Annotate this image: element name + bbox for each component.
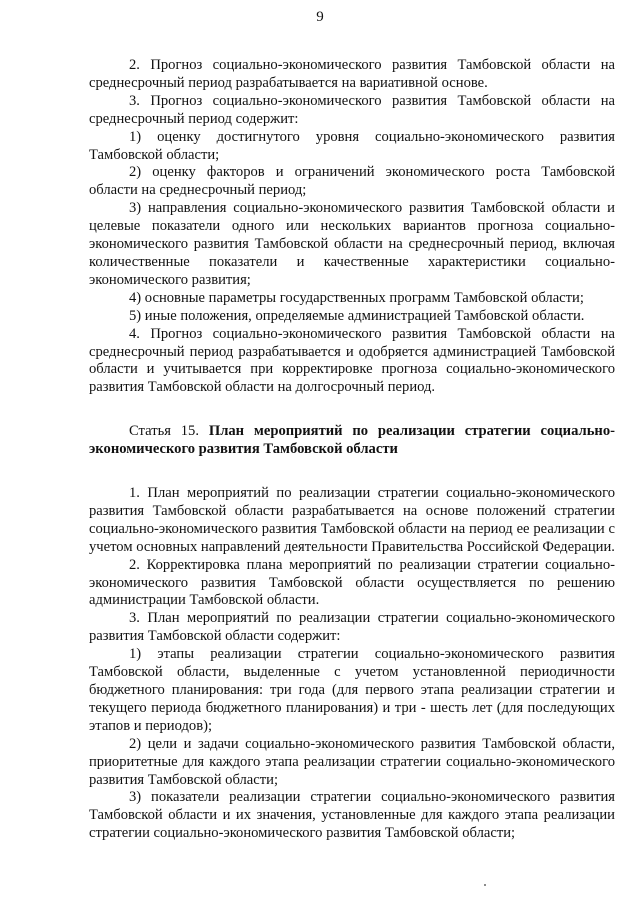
list-item: 3) показатели реализации стратегии социально-экономического развития Тамбовской области и их значения, установленные для каждого этапа реализации стратегии социально-экономического развития Тамбовской области;	[89, 789, 615, 842]
paragraph: 1. План мероприятий по реализации стратегии социально-экономического развития Тамбовской области разрабатывается на основе положений стратегии социально-экономического развития Тамбовской области на период ее реализации с учетом основных направлений деятельности Правительства Российской Федерации.	[89, 485, 615, 555]
paragraph: 4. Прогноз социально-экономического развития Тамбовской области на среднесрочный период разрабатывается и одобряется администрацией Тамбовской области и учитывается при корректировке прогноза социально-экономического развития Тамбовской области на долгосрочный период.	[89, 325, 615, 396]
article-number: Статья 15.	[129, 423, 200, 440]
list-item: 1) этапы реализации стратегии социально-экономического развития Тамбовской области, выделенные с учетом установленной периодичности бюджетного планирования: три года (для первого этапа реализации стратегии и текущего периода бюджетного планирования) и три - шесть лет (для последующих этапов и периодов);	[89, 646, 615, 734]
list-item: 3) направления социально-экономического развития Тамбовской области и целевые показатели одного или нескольких вариантов прогноза социально-экономического развития Тамбовской области на среднесрочный период, включая количественные показатели и качественные характеристики социально-экономического развития;	[89, 200, 615, 288]
paragraph: 2. Корректировка плана мероприятий по реализации стратегии социально-экономического развития Тамбовской области осуществляется по решению администрации Тамбовской области.	[89, 556, 615, 609]
list-item: 2) цели и задачи социально-экономического развития Тамбовской области, приоритетные для каждого этапа реализации стратегии социально-экономического развития Тамбовской области;	[89, 735, 615, 788]
scan-dot	[484, 884, 486, 886]
paragraph: 3. Прогноз социально-экономического развития Тамбовской области на среднесрочный период содержит:	[89, 92, 615, 127]
list-item: 2) оценку факторов и ограничений экономического роста Тамбовской области на среднесрочный период;	[89, 164, 615, 199]
paragraph: 2. Прогноз социально-экономического развития Тамбовской области на среднесрочный период разрабатывается на вариативной основе.	[89, 57, 615, 91]
list-item: 1) оценку достигнутого уровня социально-экономического развития Тамбовской области;	[89, 128, 615, 163]
article-title: План мероприятий по реализации стратегии социально-экономического развития Тамбовской области	[89, 423, 615, 458]
list-item: 5) иные положения, определяемые администрацией Тамбовской области.	[129, 307, 585, 324]
list-item: 4) основные параметры государственных программ Тамбовской области;	[129, 289, 584, 306]
page-number: 9	[316, 9, 324, 25]
document-body	[89, 57, 615, 843]
article-heading	[89, 423, 615, 459]
paragraph: 3. План мероприятий по реализации стратегии социально-экономического развития Тамбовской области содержит:	[89, 610, 615, 645]
